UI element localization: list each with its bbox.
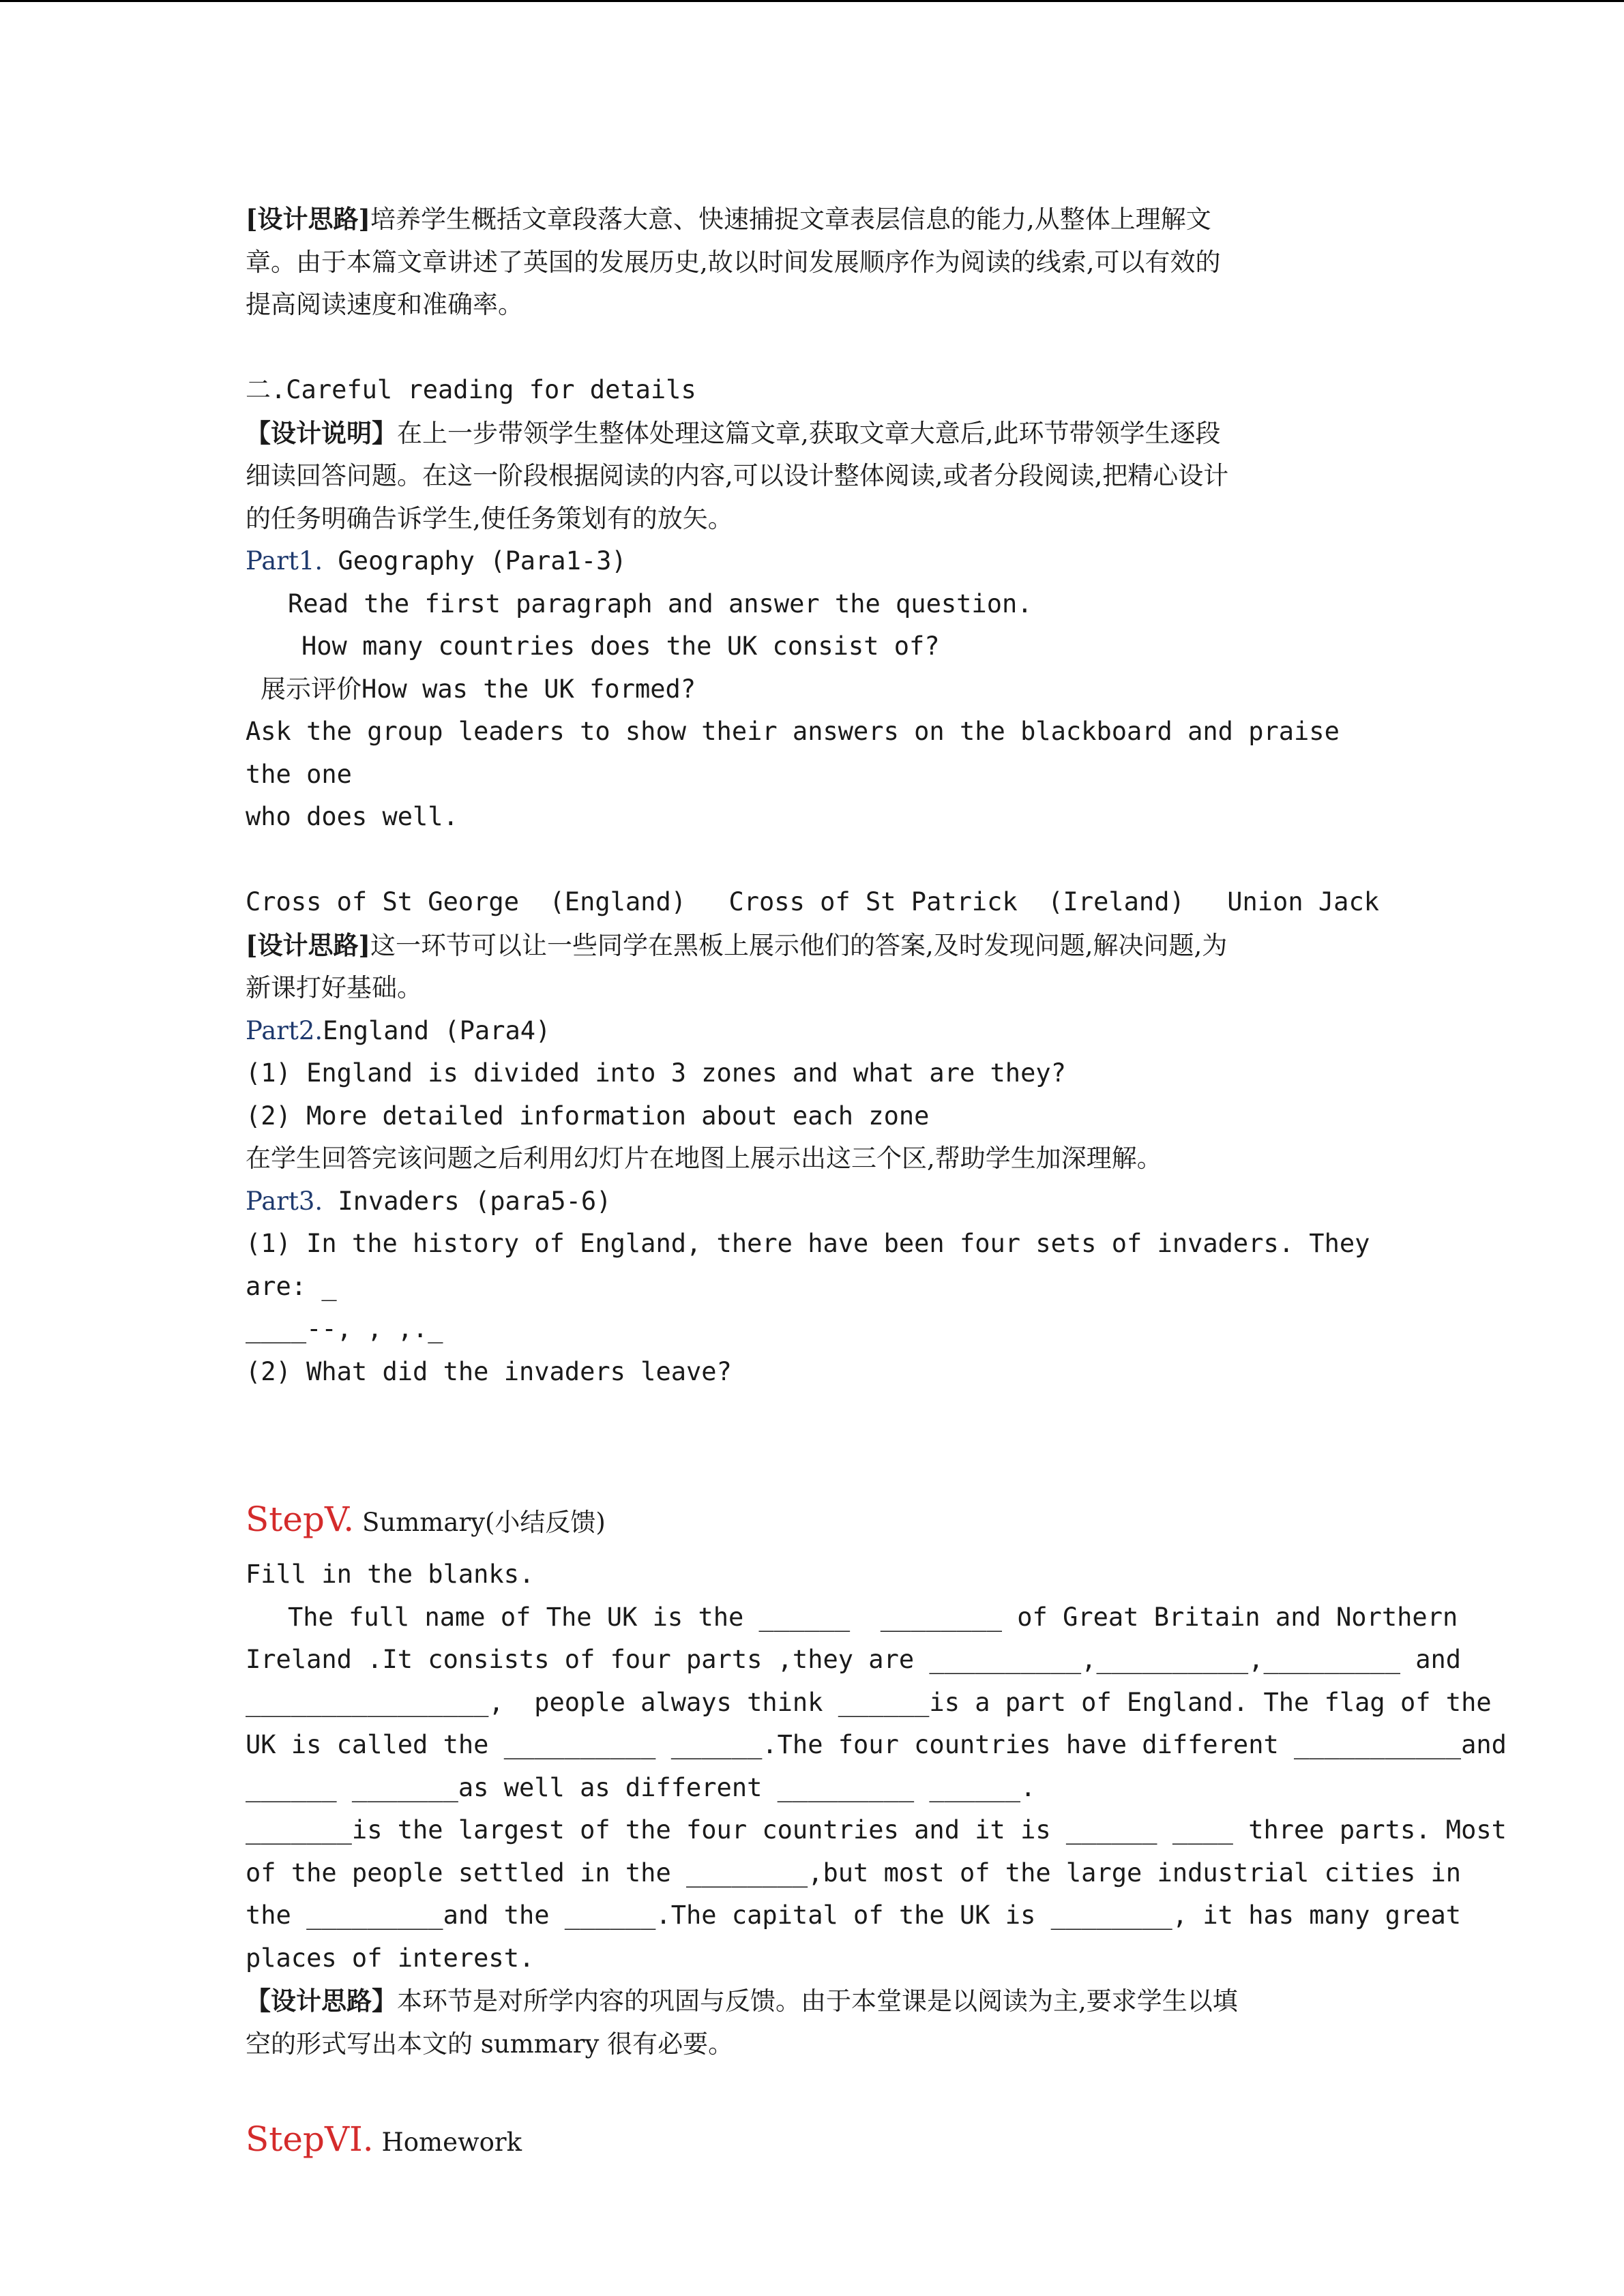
- document-page: [246, 198, 1507, 2173]
- design-note-3-label: 【设计思路】: [246, 1986, 397, 2016]
- part1-heading: Part1. Geography (Para1-3): [246, 546, 627, 576]
- part1-read-instruction: Read the first paragraph and answer the question.: [288, 588, 1033, 618]
- design-explanation-line-1: 【设计说明】在上一步带领学生整体处理这篇文章,获取文章大意后,此环节带领学生逐段: [246, 417, 1221, 448]
- step5-heading: StepV. Summary(小结反馈): [246, 1500, 606, 1539]
- part3-heading: Part3. Invaders (para5-6): [246, 1186, 612, 1216]
- design-note-1-line-3: 提高阅读速度和准确率。: [246, 290, 523, 319]
- flag-st-patrick: Cross of St Patrick (Ireland): [728, 887, 1185, 916]
- design-explanation-line-3: 的任务明确告诉学生,使任务策划有的放矢。: [246, 503, 733, 533]
- summary-line-3: ________________, people always think ______is a part of England. The flag of the: [246, 1687, 1492, 1717]
- design-note-3-line-1: 【设计思路】本环节是对所学内容的巩固与反馈。由于本堂课是以阅读为主,要求学生以填: [246, 1986, 1238, 2016]
- design-note-2-label: [设计思路]: [246, 929, 371, 960]
- part1-ask-line-2: who does well.: [246, 802, 458, 831]
- design-note-1-line-2: 章。由于本篇文章讲述了英国的发展历史,故以时间发展顺序作为阅读的线索,可以有效的: [246, 247, 1221, 277]
- design-explanation-label: 【设计说明】: [246, 417, 397, 448]
- part1-evaluation: 展示评价How was the UK formed?: [261, 674, 696, 704]
- section-heading-careful-reading: 二.Careful reading for details: [246, 375, 696, 404]
- summary-line-7: of the people settled in the ________,but most of the large industrial cities in: [246, 1858, 1462, 1888]
- flag-union-jack: Union Jack: [1227, 887, 1379, 916]
- part1-question: How many countries does the UK consist of?: [301, 631, 940, 661]
- summary-line-8: the _________and the ______.The capital of the UK is ________, it has many great: [246, 1900, 1462, 1930]
- design-note-label: [设计思路]: [246, 204, 371, 234]
- design-note-2-line-2: 新课打好基础。: [246, 973, 422, 1002]
- design-note-3-line-2: 空的形式写出本文的 summary 很有必要。: [246, 2029, 734, 2059]
- part2-label: Part2.: [246, 1015, 323, 1045]
- part2-cn-note: 在学生回答完该问题之后利用幻灯片在地图上展示出这三个区,帮助学生加深理解。: [246, 1144, 1162, 1173]
- step6-heading: StepVI. Homework: [246, 2119, 522, 2159]
- fill-in-blanks-label: Fill in the blanks.: [246, 1560, 535, 1589]
- page-top-border: [0, 0, 1624, 2]
- flag-st-george: Cross of St George (England): [246, 887, 687, 916]
- part3-question-1-line-2: ____--, , ,._: [246, 1314, 443, 1343]
- summary-line-9: places of interest.: [246, 1943, 535, 1973]
- summary-line-6: _______is the largest of the four countries and it is ______ ____ three parts. Most: [246, 1815, 1507, 1845]
- step5-label: StepV.: [246, 1500, 355, 1539]
- part1-ask-line-1: Ask the group leaders to show their answers on the blackboard and praise the one: [246, 717, 1340, 789]
- design-explanation-line-2: 细读回答问题。在这一阶段根据阅读的内容,可以设计整体阅读,或者分段阅读,把精心设计: [246, 461, 1229, 490]
- part3-question-1-line-1: (1) In the history of England, there have been four sets of invaders. They are: _: [246, 1229, 1370, 1301]
- part3-question-2: (2) What did the invaders leave?: [246, 1356, 732, 1386]
- design-note-2-line-1: [设计思路]这一环节可以让一些同学在黑板上展示他们的答案,及时发现问题,解决问题,为: [246, 929, 1228, 960]
- step6-label: StepVI.: [246, 2119, 374, 2159]
- summary-line-2: Ireland .It consists of four parts ,they are __________,__________,_________ and: [246, 1645, 1462, 1674]
- part3-label: Part3.: [246, 1186, 323, 1216]
- summary-line-5: ______ _______as well as different _________ ______.: [246, 1772, 1036, 1802]
- part2-question-1: (1) England is divided into 3 zones and what are they?: [246, 1058, 1066, 1088]
- design-note-1-line-1: [设计思路]培养学生概括文章段落大意、快速捕捉文章表层信息的能力,从整体上理解文: [246, 204, 1211, 234]
- flag-names-row: [246, 881, 1379, 924]
- summary-line-4: UK is called the __________ ______.The four countries have different ___________and: [246, 1730, 1507, 1759]
- part1-label: Part1.: [246, 546, 323, 576]
- part2-question-2: (2) More detailed information about each zone: [246, 1101, 930, 1131]
- part2-heading: Part2.England (Para4): [246, 1015, 551, 1045]
- summary-line-1: The full name of The UK is the ______ ________ of Great Britain and Northern: [288, 1602, 1458, 1632]
